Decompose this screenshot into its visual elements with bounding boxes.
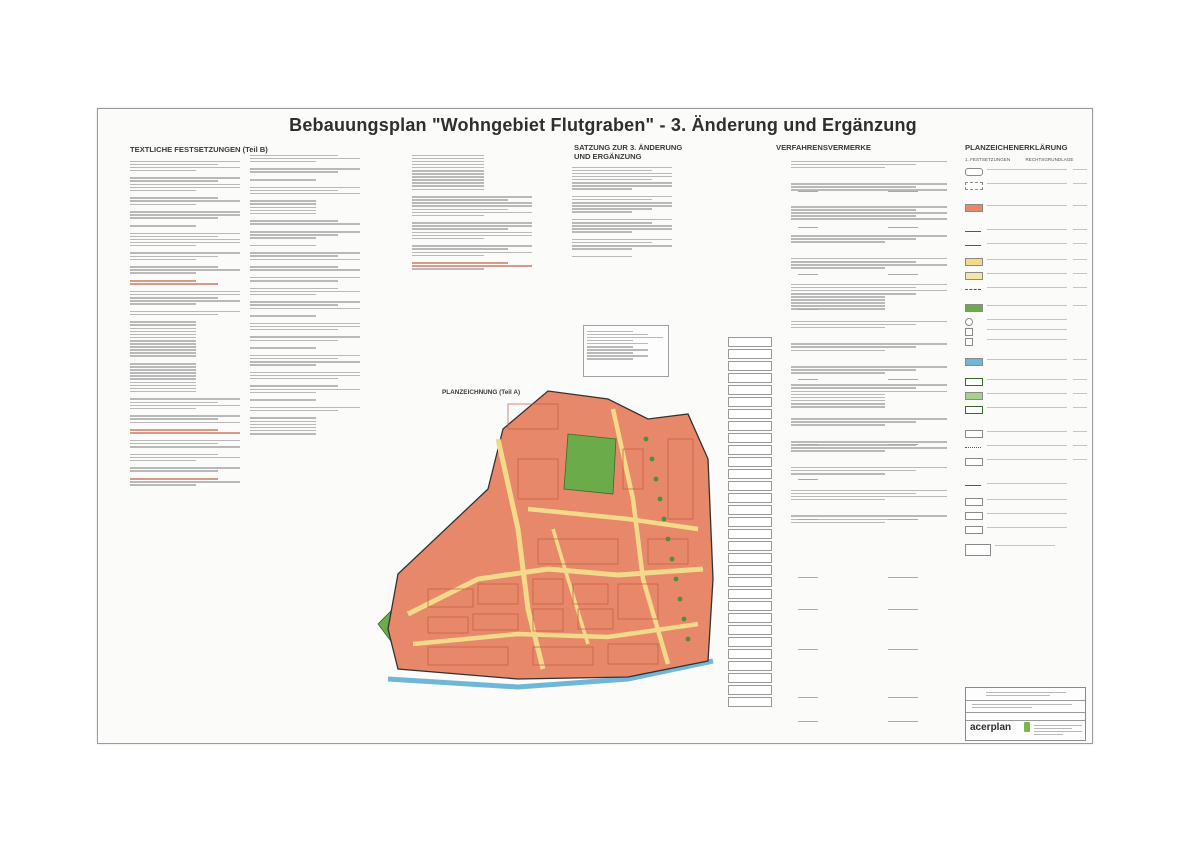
zone-table-cell: [728, 469, 772, 479]
satzung-heading-line1: SATZUNG ZUR 3. ÄNDERUNG: [574, 143, 683, 152]
text-block-col1b: [250, 153, 360, 436]
zone-table-cell: [728, 457, 772, 467]
zone-table-cell: [728, 565, 772, 575]
zone-table-cell: [728, 373, 772, 383]
zone-table-cell: [728, 481, 772, 491]
zone-table-cell: [728, 421, 772, 431]
zone-table-cell: [728, 625, 772, 635]
legend-subheading-right: RECHTSGRUNDLAGE: [1025, 157, 1074, 162]
zone-table-cell: [728, 349, 772, 359]
plan-sheet: [97, 108, 1093, 744]
zone-table-cell: [728, 433, 772, 443]
page-title: Bebauungsplan "Wohngebiet Flutgraben" - 3. Änderung und Ergänzung: [289, 115, 917, 135]
section-heading-legend: PLANZEICHENERKLÄRUNG: [965, 143, 1068, 152]
zone-table-cell: [728, 529, 772, 539]
text-block-col1a: [130, 159, 240, 487]
zone-table-cell: [728, 409, 772, 419]
legend-subheading-left: 1. FESTSETZUNGEN: [965, 157, 1011, 162]
zone-table-cell: [728, 385, 772, 395]
zone-table-cell: [728, 661, 772, 671]
text-block-verfahren: [791, 159, 947, 525]
acerplan-logo-mark: [1024, 722, 1030, 732]
zone-table-cell: [728, 553, 772, 563]
zone-table-cell: [728, 445, 772, 455]
section-heading-verfahren: VERFAHRENSVERMERKE: [776, 143, 871, 152]
text-block-col2: [412, 153, 532, 272]
site-plan-map: [368, 379, 718, 709]
zone-table-cell: [728, 601, 772, 611]
zone-table-cell: [728, 589, 772, 599]
legend-subheading: [965, 157, 1073, 162]
zone-table-cell: [728, 541, 772, 551]
title-block: [965, 687, 1086, 741]
section-heading-textliche: TEXTLICHE FESTSETZUNGEN (Teil B): [130, 145, 268, 154]
zone-table-cell: [728, 613, 772, 623]
zone-table-cell: [728, 505, 772, 515]
acerplan-logo: acerplan: [970, 722, 1012, 733]
section-heading-satzung: [574, 143, 682, 161]
zone-table-cell: [728, 649, 772, 659]
approval-stamp: [583, 325, 669, 377]
text-block-satzung: [572, 165, 672, 259]
zone-table-cell: [728, 577, 772, 587]
legend-list: [965, 167, 1087, 577]
map-heading: PLANZEICHNUNG (Teil A): [442, 389, 521, 396]
zone-table-cell: [728, 337, 772, 347]
zone-table-cell: [728, 361, 772, 371]
zone-table-cell: [728, 673, 772, 683]
zone-table-cell: [728, 517, 772, 527]
zone-table-cell: [728, 493, 772, 503]
zone-table-cell: [728, 697, 772, 707]
zone-table-cell: [728, 685, 772, 695]
zone-table-cell: [728, 397, 772, 407]
green-open-space: [564, 434, 616, 494]
zone-table-cell: [728, 637, 772, 647]
satzung-heading-line2: UND ERGÄNZUNG: [574, 152, 642, 161]
